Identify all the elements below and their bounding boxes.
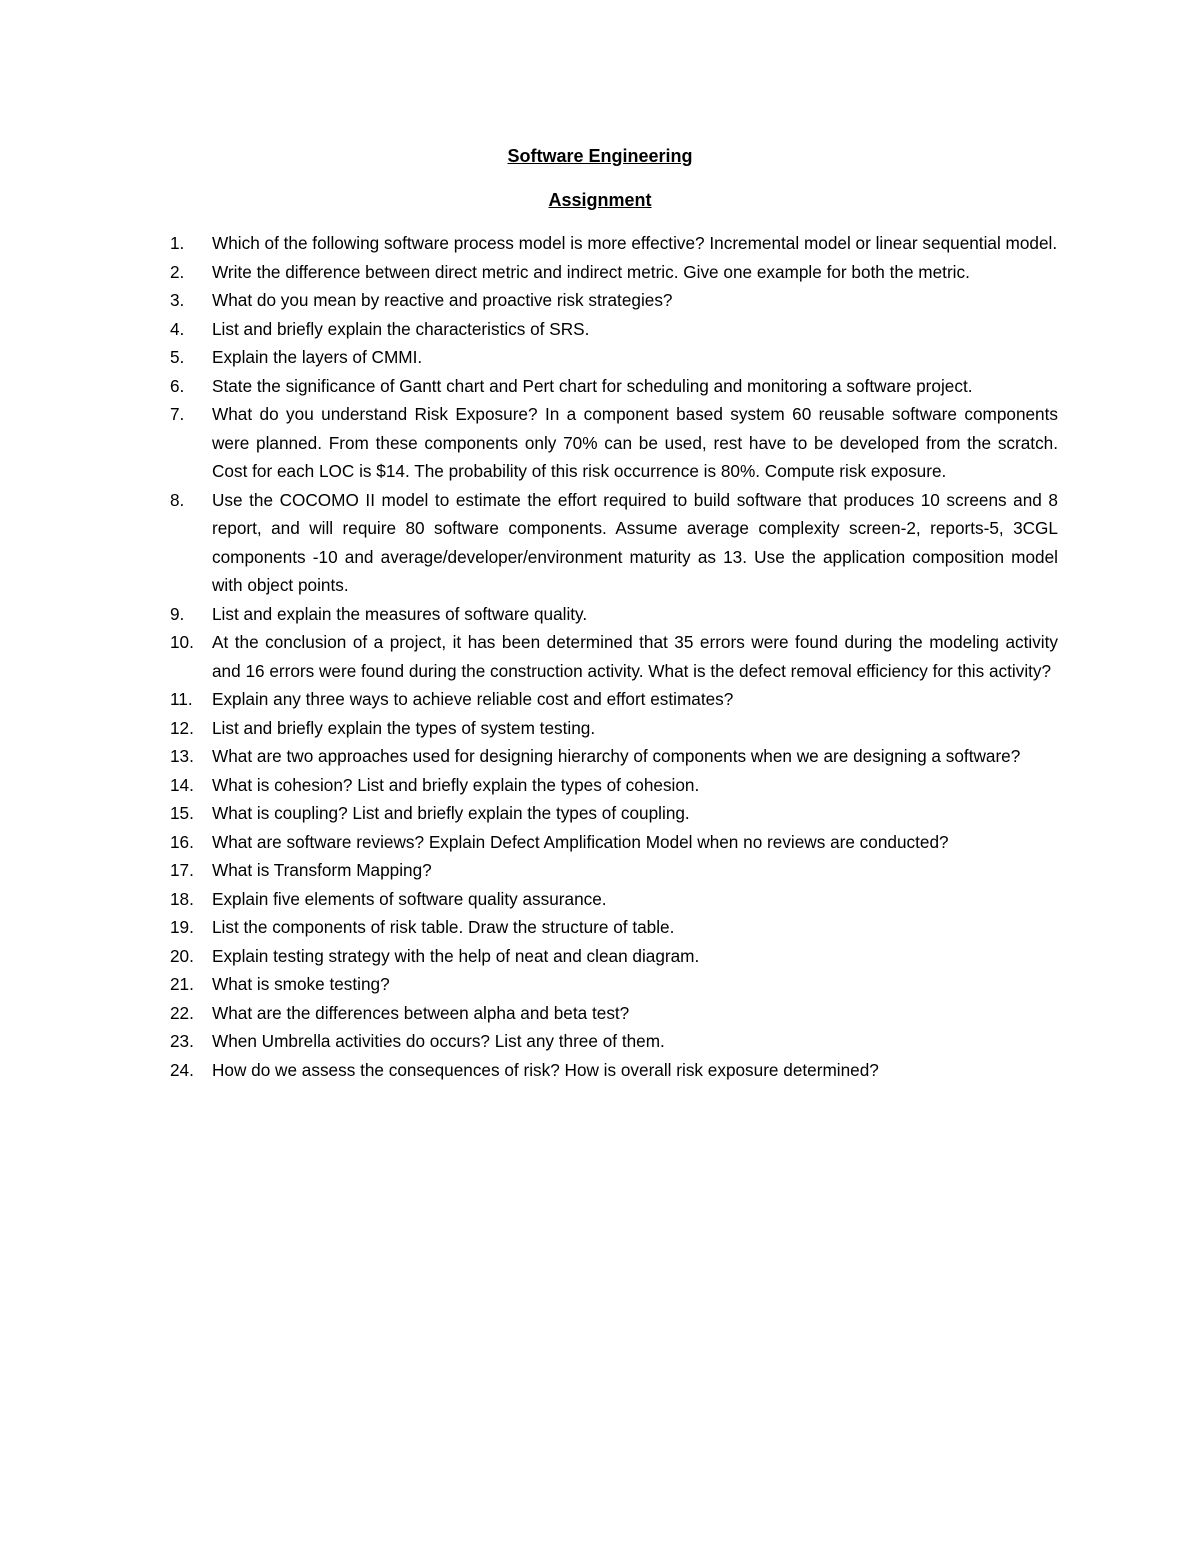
question-text: What do you mean by reactive and proactive risk strategies? — [212, 290, 673, 310]
question-number: 18. — [170, 888, 194, 909]
question-text: Explain five elements of software quality assurance. — [212, 888, 607, 909]
question-number: 17. — [170, 860, 194, 880]
question-number: 24. — [170, 1059, 194, 1080]
question-text: What is cohesion? List and briefly explain the types of cohesion. — [212, 774, 700, 795]
question-number: 16. — [170, 831, 194, 852]
document-subtitle: Assignment — [548, 190, 652, 210]
question-number: 22. — [170, 1002, 194, 1023]
question-text: What are software reviews? Explain Defect Amplification Model when no reviews are conducted? — [212, 831, 949, 852]
question-text: List and briefly explain the types of system testing. — [212, 717, 596, 738]
question-item — [170, 885, 1058, 914]
question-item — [170, 742, 1058, 771]
question-item — [170, 600, 1058, 629]
question-text: Write the difference between direct metric and indirect metric. Give one example for both the metric. — [212, 261, 970, 282]
question-text: State the significance of Gantt chart and Pert chart for scheduling and monitoring a software project. — [212, 375, 973, 396]
question-text: List and explain the measures of software quality. — [212, 603, 588, 624]
question-item — [170, 1027, 1058, 1056]
question-number: 20. — [170, 945, 194, 966]
question-text: What do you understand Risk Exposure? In a component based system 60 reusable software components were planned. From these components only 70% can be used, rest have to be developed from the scratch. Cost for each LOC is $14. The probability of this risk occurrence is 80%. Compute risk exposure. — [212, 404, 1058, 481]
question-number: 2. — [170, 261, 185, 282]
question-item — [170, 714, 1058, 743]
question-text: What are two approaches used for designing hierarchy of components when we are designing a software? — [212, 746, 1021, 766]
question-text: How do we assess the consequences of risk? How is overall risk exposure determined? — [212, 1059, 879, 1080]
question-item — [170, 685, 1058, 714]
question-item — [170, 315, 1058, 344]
question-item — [170, 372, 1058, 401]
question-number: 19. — [170, 917, 194, 937]
question-number: 21. — [170, 974, 194, 994]
question-number: 10. — [170, 632, 194, 652]
question-number: 23. — [170, 1031, 194, 1051]
question-item — [170, 628, 1058, 685]
question-number: 4. — [170, 318, 185, 339]
question-number: 13. — [170, 746, 194, 766]
question-text: Explain any three ways to achieve reliable cost and effort estimates? — [212, 689, 734, 709]
question-number: 5. — [170, 347, 185, 367]
question-item — [170, 1056, 1058, 1085]
question-number: 1. — [170, 233, 185, 253]
question-item — [170, 970, 1058, 999]
question-number: 9. — [170, 603, 185, 624]
question-number: 7. — [170, 404, 185, 424]
question-number: 15. — [170, 803, 194, 823]
question-text: Explain the layers of CMMI. — [212, 347, 423, 367]
question-number: 3. — [170, 290, 185, 310]
question-number: 6. — [170, 375, 185, 396]
question-number: 11. — [170, 689, 193, 709]
question-number: 12. — [170, 717, 194, 738]
question-number: 8. — [170, 489, 185, 510]
question-text: When Umbrella activities do occurs? List any three of them. — [212, 1031, 665, 1051]
question-item — [170, 229, 1058, 258]
question-item — [170, 828, 1058, 857]
question-text: At the conclusion of a project, it has been determined that 35 errors were found during the modeling activity and 16 errors were found during the construction activity. What is the defect removal efficiency for this activity? — [212, 632, 1058, 681]
question-text: What is coupling? List and briefly explain the types of coupling. — [212, 803, 690, 823]
question-text: Which of the following software process model is more effective? Incremental model or linear sequential model. — [212, 233, 1058, 253]
question-text: List the components of risk table. Draw the structure of table. — [212, 917, 675, 937]
question-number: 14. — [170, 774, 194, 795]
question-text: What is smoke testing? — [212, 974, 390, 994]
question-list — [170, 229, 1058, 1084]
question-text: List and briefly explain the characteristics of SRS. — [212, 318, 590, 339]
question-item — [170, 400, 1058, 486]
document-title: Software Engineering — [507, 146, 693, 166]
question-item — [170, 799, 1058, 828]
question-text: Explain testing strategy with the help of neat and clean diagram. — [212, 945, 700, 966]
question-text: What is Transform Mapping? — [212, 860, 432, 880]
question-item — [170, 913, 1058, 942]
question-item — [170, 486, 1058, 600]
question-item — [170, 999, 1058, 1028]
question-item — [170, 258, 1058, 287]
question-text: What are the differences between alpha and beta test? — [212, 1002, 630, 1023]
question-item — [170, 286, 1058, 315]
question-item — [170, 942, 1058, 971]
question-text: Use the COCOMO II model to estimate the effort required to build software that produces 10 screens and 8 report, and will require 80 software components. Assume average complexity screen-2, reports-5, 3CGL components -10 and average/developer/environment maturity as 13. Use the application composition model with object points. — [212, 489, 1058, 595]
question-item — [170, 771, 1058, 800]
question-item — [170, 856, 1058, 885]
question-item — [170, 343, 1058, 372]
